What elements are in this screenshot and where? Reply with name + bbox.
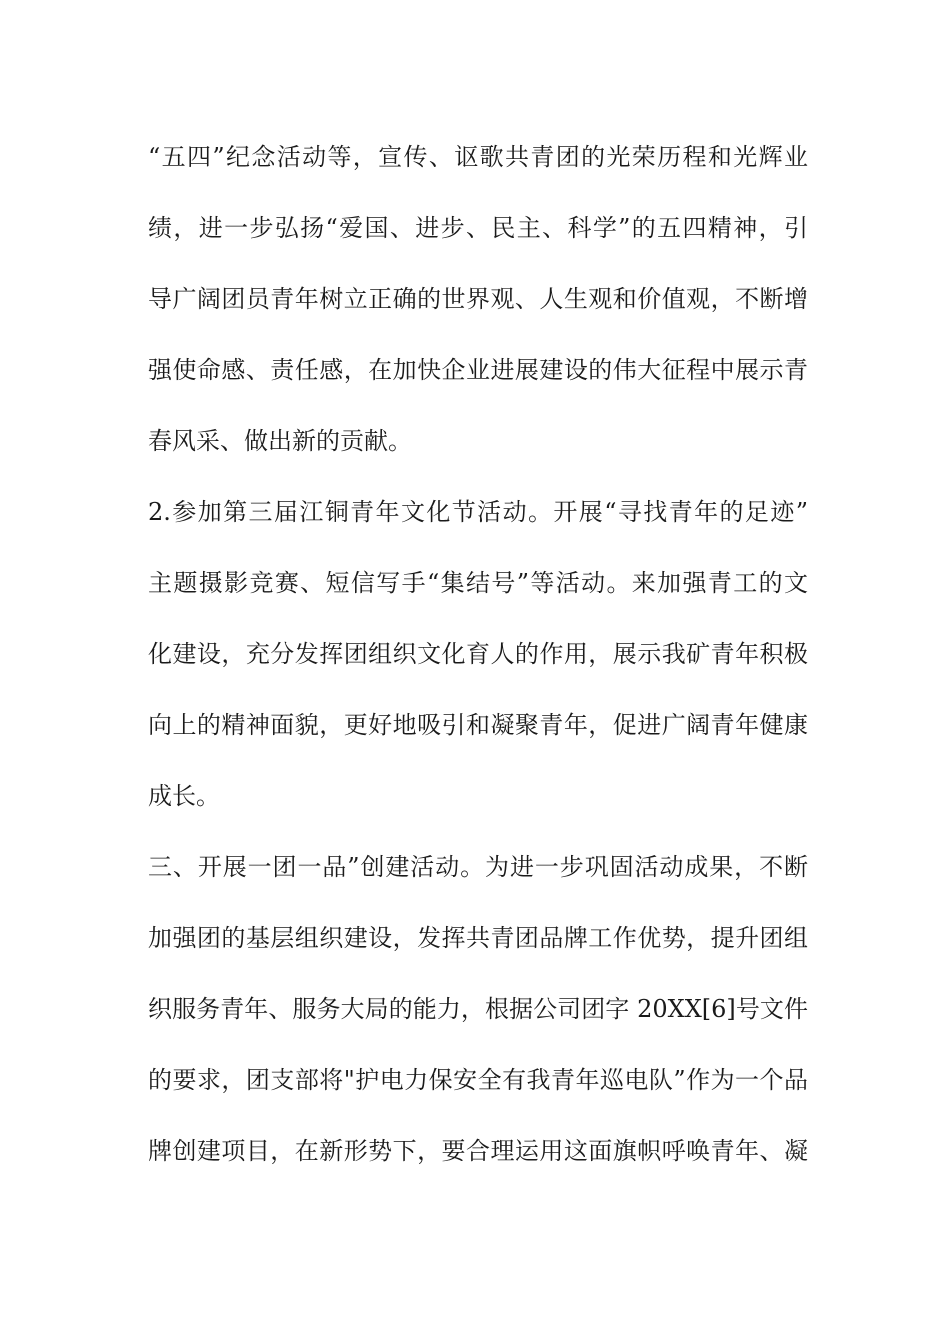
paragraph-line: 织服务青年、服务大局的能力，根据公司团字 20XX[6]号文件 <box>148 995 808 1023</box>
paragraph-line: 绩，进一步弘扬“爱国、进步、民主、科学”的五四精神，引 <box>148 214 808 242</box>
paragraph-line: 强使命感、责任感，在加快企业进展建设的伟大征程中展示青 <box>148 356 808 384</box>
paragraph-line: 2.参加第三届江铜青年文化节活动。开展“寻找青年的足迹” <box>148 498 808 526</box>
paragraph-line: 化建设，充分发挥团组织文化育人的作用，展示我矿青年积极 <box>148 640 808 668</box>
paragraph-line: “五四”纪念活动等，宣传、讴歌共青团的光荣历程和光辉业 <box>148 143 808 171</box>
paragraph-line: 成长。 <box>148 782 220 810</box>
paragraph-line: 春风采、做出新的贡献。 <box>148 427 412 455</box>
paragraph-line: 向上的精神面貌，更好地吸引和凝聚青年，促进广阔青年健康 <box>148 711 808 739</box>
paragraph-line: 三、开展一团一品”创建活动。为进一步巩固活动成果，不断 <box>148 853 808 881</box>
paragraph-line: 牌创建项目，在新形势下，要合理运用这面旗帜呼唤青年、凝 <box>148 1137 808 1165</box>
paragraph-line: 导广阔团员青年树立正确的世界观、人生观和价值观，不断增 <box>148 285 808 313</box>
paragraph-line: 主题摄影竞赛、短信写手“集结号”等活动。来加强青工的文 <box>148 569 808 597</box>
paragraph-line: 的要求，团支部将"护电力保安全有我青年巡电队”作为一个品 <box>148 1066 808 1094</box>
paragraph-line: 加强团的基层组织建设，发挥共青团品牌工作优势，提升团组 <box>148 924 808 952</box>
